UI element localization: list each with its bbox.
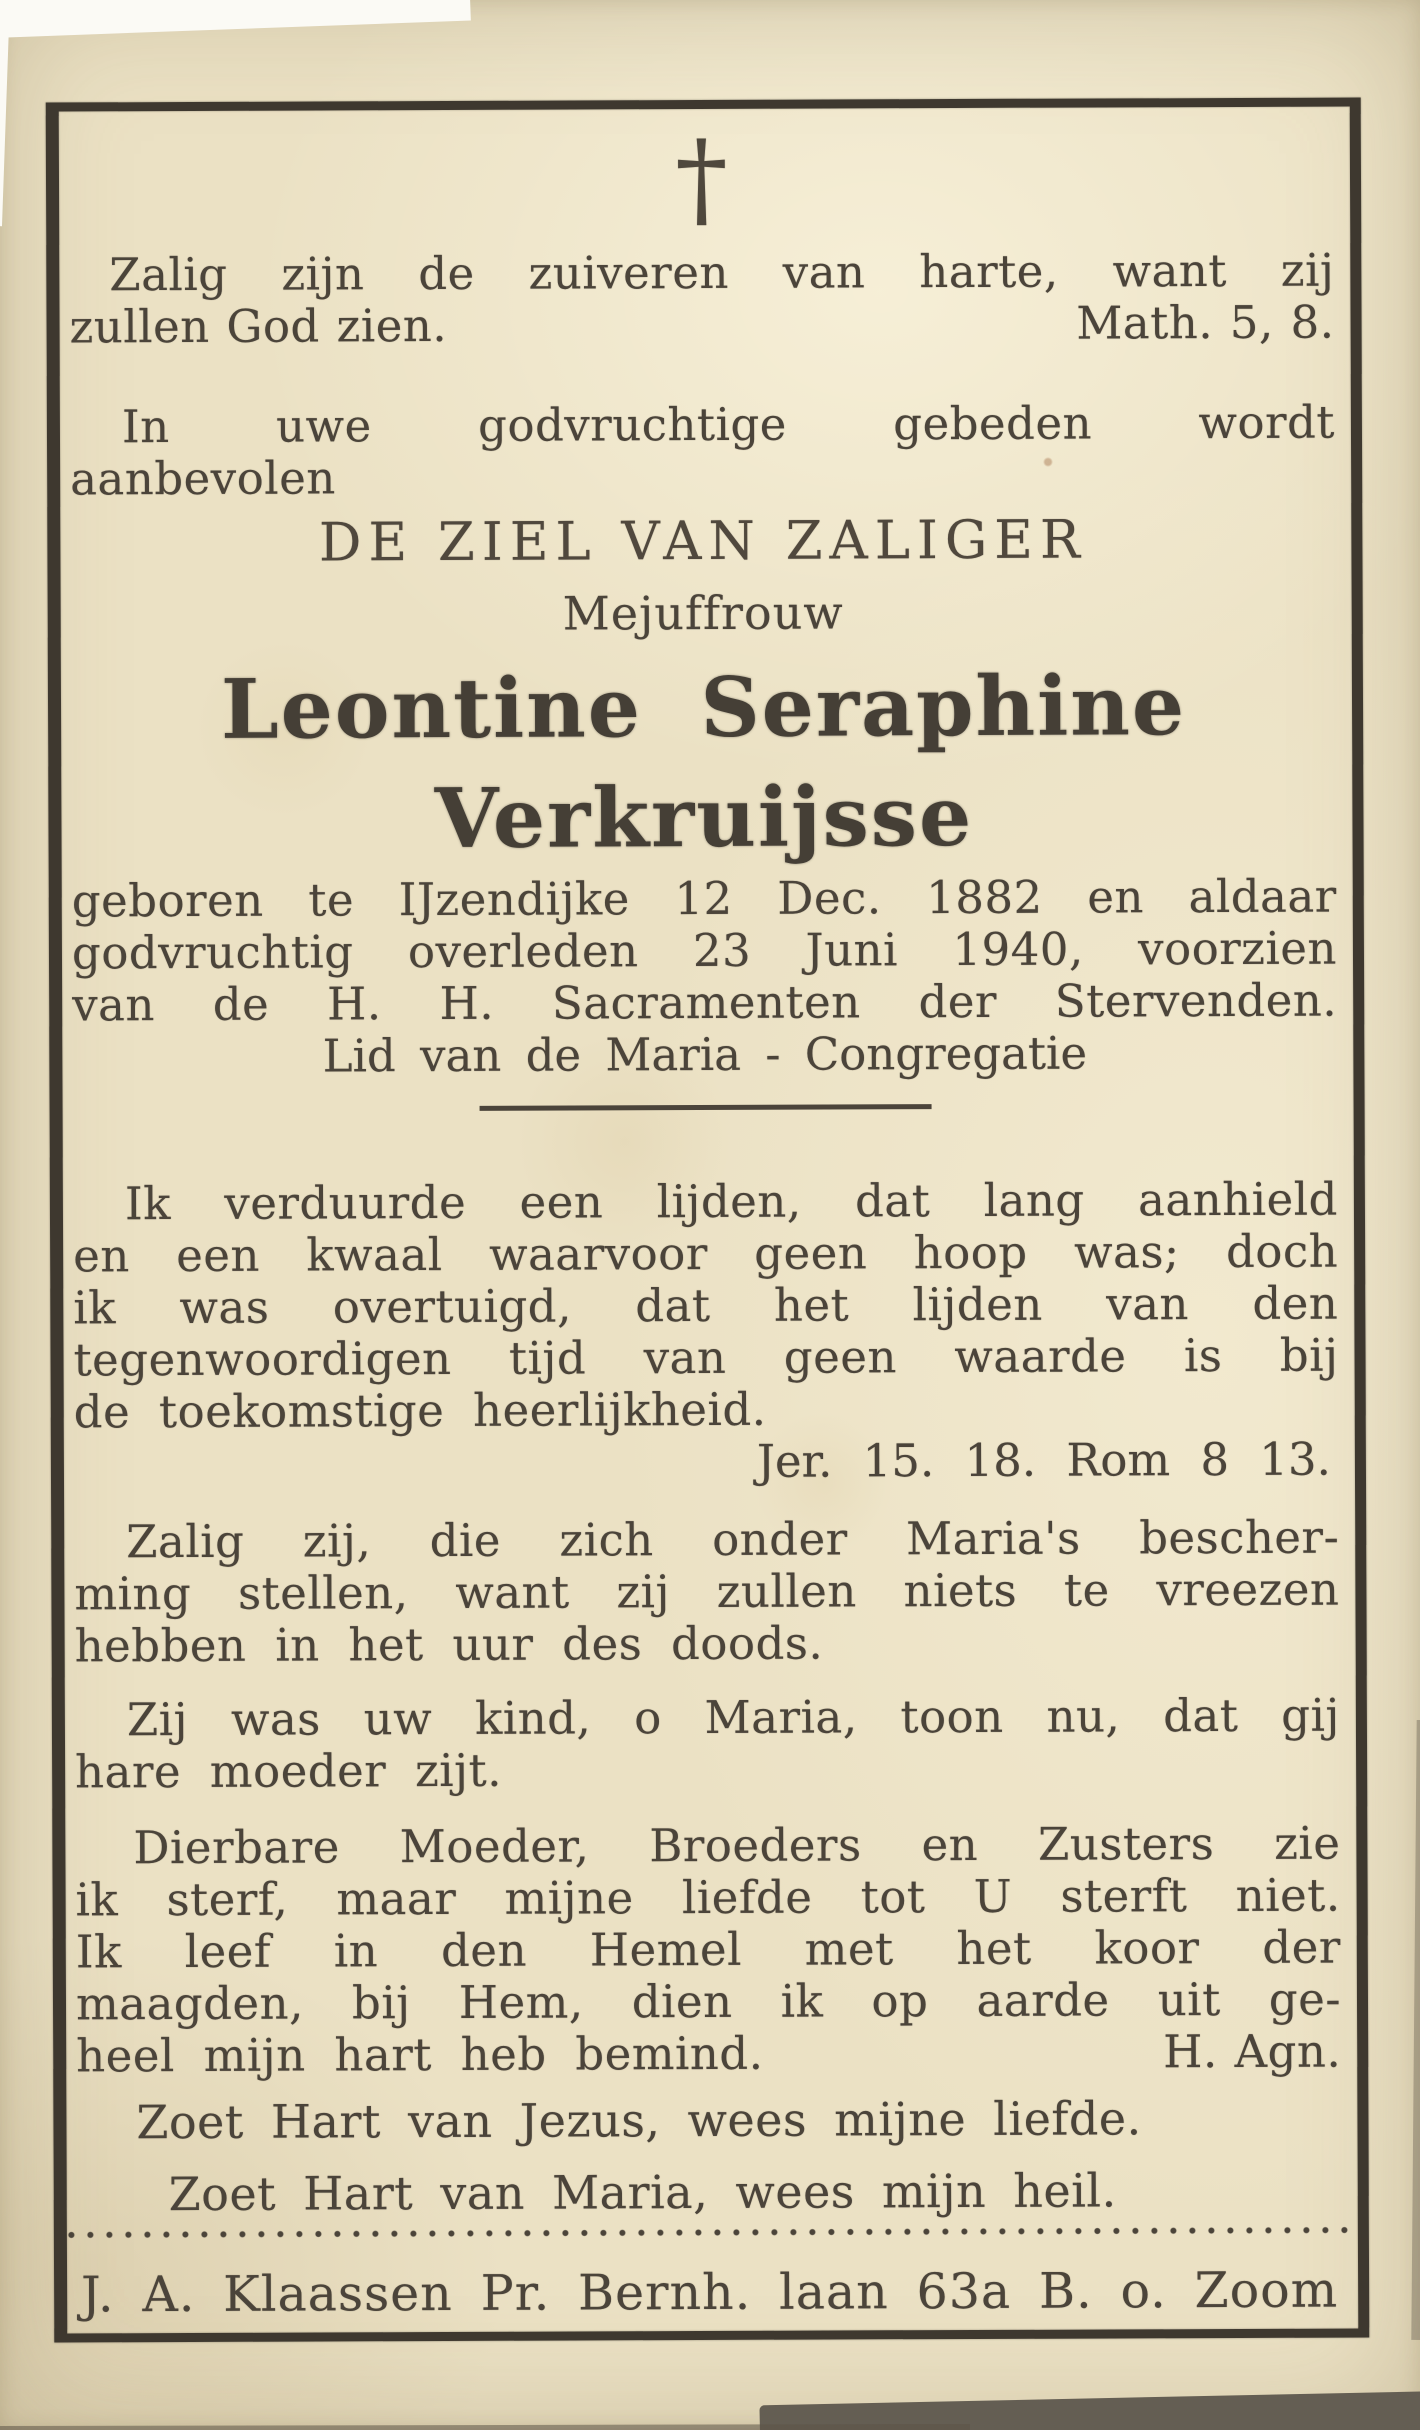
blessing-line-3: hebben in het uur des doods. — [74, 1616, 824, 1673]
scan-background-left-edge — [0, 0, 10, 226]
epigraph-line-2 — [69, 297, 1334, 354]
maria-blessing-passage — [74, 1512, 1340, 1673]
section-divider — [479, 1104, 931, 1111]
prayer-jesus: Zoet Hart van Jezus, wees mijne liefde. — [136, 2091, 1142, 2150]
dedication-line-1: In uwe godvruchtige gebeden wordt — [121, 395, 1336, 454]
blessing-line-2: ming stellen, want zij zullen niets te vreezen — [74, 1562, 1340, 1621]
maria-plea-passage — [75, 1690, 1340, 1799]
meditation-line-5: de toekomstige heerlijkheid. — [73, 1382, 767, 1439]
deceased-name — [71, 651, 1337, 876]
dotted-divider — [67, 2226, 1358, 2240]
farewell-line-2: ik sterf, maar mijne liefde tot U sterft niet. — [75, 1868, 1341, 1927]
farewell-line-1: Dierbare Moeder, Broeders en Zusters zie — [133, 1816, 1341, 1875]
epigraph-line-2-text: zullen God zien. — [69, 298, 448, 354]
card-content — [59, 107, 1359, 2334]
soul-heading: DE ZIEL VAN ZALIGER — [318, 509, 1087, 574]
vitals-line-1: geboren te IJzendijke 12 Dec. 1882 en aldaar — [71, 869, 1337, 928]
vitals-line-2: godvruchtig overleden 23 Juni 1940, voorzien — [71, 921, 1338, 980]
farewell-line-5 — [76, 2026, 1341, 2083]
dedication-line-2: aanbevolen — [70, 451, 336, 506]
card-edge-shadow-right — [1411, 1720, 1420, 2340]
farewell-line-5-text: heel mijn hart heb bemind. — [76, 2026, 764, 2083]
salutation: Mejuffrouw — [562, 585, 844, 641]
vitals — [72, 871, 1338, 1084]
vitals-line-4-membership: Lid van de Maria - Congregatie — [322, 1026, 1088, 1083]
farewell-passage — [75, 1818, 1341, 2083]
meditation-line-3: ik was overtuigd, dat het lijden van den — [73, 1276, 1339, 1335]
prayer-maria: Zoet Hart van Maria, wees mijn heil. — [168, 2163, 1117, 2222]
meditation-passage — [73, 1174, 1339, 1491]
meditation-line-2: en een kwaal waarvoor geen hoop was; doch — [73, 1224, 1339, 1283]
scan-background-corner — [0, 0, 471, 40]
plea-line-1: Zij was uw kind, o Maria, toon nu, dat gij — [126, 1688, 1341, 1747]
epigraph-line-1: Zalig zijn de zuiveren van harte, want zij — [109, 243, 1335, 302]
meditation-line-1: Ik verduurde een lijden, dat lang aanhield — [124, 1172, 1339, 1231]
meditation-line-4: tegenwoordigen tijd van geen waarde is bij — [73, 1328, 1339, 1387]
name-line-2: Verkruijsse — [434, 768, 974, 868]
card-edge-shadow-strip — [0, 2424, 970, 2430]
meditation-citation: Jer. 15. 18. Rom 8 13. — [756, 1432, 1332, 1488]
dedication — [70, 397, 1335, 506]
printer-imprint: J. A. Klaassen Pr. Bernh. laan 63a B. o. Zoom — [81, 2261, 1339, 2324]
farewell-line-3: Ik leef in den Hemel met het koor der — [75, 1920, 1341, 1979]
card-border-frame — [46, 97, 1370, 2342]
epigraph — [69, 245, 1334, 354]
farewell-citation: H. Agn. — [1163, 2024, 1342, 2079]
plea-line-2: hare moeder zijt. — [75, 1743, 503, 1799]
name-line-1: Leontine Seraphine — [220, 658, 1187, 758]
vitals-line-3: van de H. H. Sacramenten der Stervenden. — [72, 973, 1338, 1032]
blessing-line-1: Zalig zij, die zich onder Maria's bescher- — [126, 1510, 1340, 1569]
farewell-line-4: maagden, bij Hem, dien ik op aarde uit ge- — [75, 1972, 1342, 2031]
cross-icon: † — [675, 117, 728, 241]
scripture-citation: Math. 5, 8. — [1076, 295, 1335, 350]
